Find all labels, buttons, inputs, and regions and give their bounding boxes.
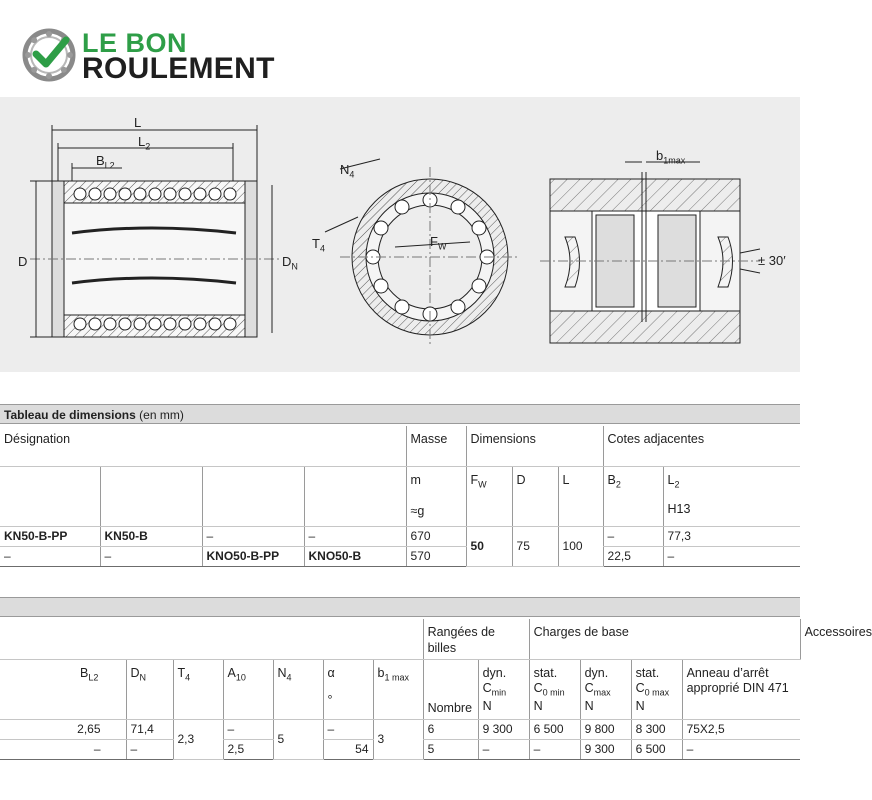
table1-row xyxy=(0,546,800,566)
cell-bl2: 2,65 xyxy=(0,719,126,739)
cell-acc: 75X2,5 xyxy=(682,719,800,739)
h-empty-3 xyxy=(202,466,304,526)
label-D: D xyxy=(18,254,28,269)
h-n-unit: N xyxy=(635,698,645,713)
label-L: L xyxy=(134,115,142,130)
cell-cmax: 9 800 xyxy=(580,719,631,739)
cell-d3: KNO50-B-PP xyxy=(202,546,304,566)
label-DN: $D_N$ xyxy=(282,254,298,272)
label-BL2: $B_{L2}$ xyxy=(96,153,115,171)
h-cotes: Cotes adjacentes xyxy=(603,426,800,466)
h-alpha: α ° xyxy=(323,659,373,719)
bearing-check-icon xyxy=(22,28,76,82)
cell-L: 100 xyxy=(558,526,603,566)
side-view xyxy=(30,125,280,337)
cell-d4: KNO50-B xyxy=(304,546,406,566)
cell-m: 670 xyxy=(406,526,466,546)
cell-dn: – xyxy=(126,739,173,759)
cell-alpha: 54 xyxy=(323,739,373,759)
h-a10: $A_{10}$ xyxy=(223,659,273,719)
cell-acc: – xyxy=(682,739,800,759)
cell-t4: 2,3 xyxy=(173,719,223,759)
h-fw: $F_W$ xyxy=(466,466,512,526)
h-rangees: Rangées de billes xyxy=(423,619,529,659)
cell-alpha: – xyxy=(323,719,373,739)
label-L2: $L_2$ xyxy=(138,134,151,152)
brand-line2: ROULEMENT xyxy=(82,52,275,85)
cell-l2: – xyxy=(663,546,800,566)
label-T4: $T_4$ xyxy=(312,236,325,254)
cell-bl2: – xyxy=(0,739,126,759)
h-empty-1 xyxy=(0,466,100,526)
cell-c0max: 8 300 xyxy=(631,719,682,739)
label-b1max: $b_{1max}$ xyxy=(656,148,686,166)
h-deg: ° xyxy=(327,693,333,708)
cell-c0min: – xyxy=(529,739,580,759)
table1-row xyxy=(0,526,800,546)
h-dimensions: Dimensions xyxy=(466,426,603,466)
h-anneau: Anneau d’arrêt approprié DIN 471 xyxy=(682,659,800,719)
cell-cmax: 9 300 xyxy=(580,739,631,759)
cell-d1: KN50-B-PP xyxy=(0,526,100,546)
h-m-label: m xyxy=(410,472,421,487)
h-cmin: dyn. $C_{min}$ N xyxy=(478,659,529,719)
table1-title-bold: Tableau de dimensions xyxy=(4,408,136,422)
cell-c0min: 6 500 xyxy=(529,719,580,739)
label-N4: $N_4$ xyxy=(340,162,355,180)
technical-drawing xyxy=(0,97,800,372)
cell-a10: – xyxy=(223,719,273,739)
h-cmax: dyn. $C_{max}$ N xyxy=(580,659,631,719)
h-d: D xyxy=(512,466,558,526)
h-masse: Masse xyxy=(406,426,466,466)
loads-table: Rangées de billes Charges de base Accessoires $B_{L2}$ $D_N$ $T_4$ $A_{10}$ $N_4$ α ° $b_{1 max}$ Nombre dyn. $C_{min}$ N stat. $C_{0 min}$ N dyn. $C_{max}$ N stat. $C_{0 max}$ N Anneau d’arrêt approprié DIN 471 2,65 71,4 2,3 – 5 – 3 6 9 300 6 500 9 800 8 300 75X2,5 – – 2,5 54 5 – – 9 300 6 500 – xyxy=(0,619,800,760)
cell-D: 75 xyxy=(512,526,558,566)
label-angle: ± 30′ xyxy=(758,253,786,268)
front-view xyxy=(325,159,520,347)
drawing-svg xyxy=(0,97,800,372)
h-charges: Charges de base xyxy=(529,619,800,659)
cell-cmin: – xyxy=(478,739,529,759)
h-b2: $B_2$ xyxy=(603,466,663,526)
h-b1: $b_{1 max}$ xyxy=(373,659,423,719)
cell-fw: 50 xyxy=(466,526,512,566)
cell-nombre: 6 xyxy=(423,719,478,739)
dimensions-table xyxy=(0,426,800,567)
h-empty-4 xyxy=(304,466,406,526)
h-empty-top xyxy=(0,619,423,659)
h-nombre: Nombre xyxy=(423,659,478,719)
h-bl2: $B_{L2}$ xyxy=(0,659,126,719)
h-designation: Désignation xyxy=(0,426,406,466)
housing-view xyxy=(540,162,760,343)
cell-d3: – xyxy=(202,526,304,546)
cell-a10: 2,5 xyxy=(223,739,273,759)
cell-n4: 5 xyxy=(273,719,323,759)
brand-logo xyxy=(22,26,322,86)
table1-title xyxy=(0,404,800,424)
h-empty-2 xyxy=(100,466,202,526)
h-n-unit: N xyxy=(482,698,492,713)
h-unit: ≈g xyxy=(410,504,425,519)
h-n4: $N_4$ xyxy=(273,659,323,719)
h-h13: H13 xyxy=(667,502,691,517)
cell-b2: 22,5 xyxy=(603,546,663,566)
h-l: L xyxy=(558,466,603,526)
cell-d1: – xyxy=(0,546,100,566)
h-m xyxy=(406,466,466,526)
cell-l2: 77,3 xyxy=(663,526,800,546)
cell-b2: – xyxy=(603,526,663,546)
cell-m: 570 xyxy=(406,546,466,566)
cell-c0max: 6 500 xyxy=(631,739,682,759)
h-n-unit: N xyxy=(533,698,543,713)
cell-d2: – xyxy=(100,546,202,566)
h-dn: $D_N$ xyxy=(126,659,173,719)
cell-dn: 71,4 xyxy=(126,719,173,739)
h-c0max: stat. $C_{0 max}$ N xyxy=(631,659,682,719)
cell-d4: – xyxy=(304,526,406,546)
h-t4: $T_4$ xyxy=(173,659,223,719)
table1-title-unit: (en mm) xyxy=(135,408,184,422)
brand-line1: LE BON xyxy=(82,28,188,58)
h-n-unit: N xyxy=(584,698,594,713)
h-l2: $L_2$ H13 xyxy=(663,466,800,526)
cell-b1: 3 xyxy=(373,719,423,759)
cell-nombre: 5 xyxy=(423,739,478,759)
table2-row xyxy=(0,719,800,739)
label-FW: $F_W$ xyxy=(430,234,447,252)
h-c0min: stat. $C_{0 min}$ N xyxy=(529,659,580,719)
table2-title-bar xyxy=(0,597,800,617)
cell-d2: KN50-B xyxy=(100,526,202,546)
cell-cmin: 9 300 xyxy=(478,719,529,739)
